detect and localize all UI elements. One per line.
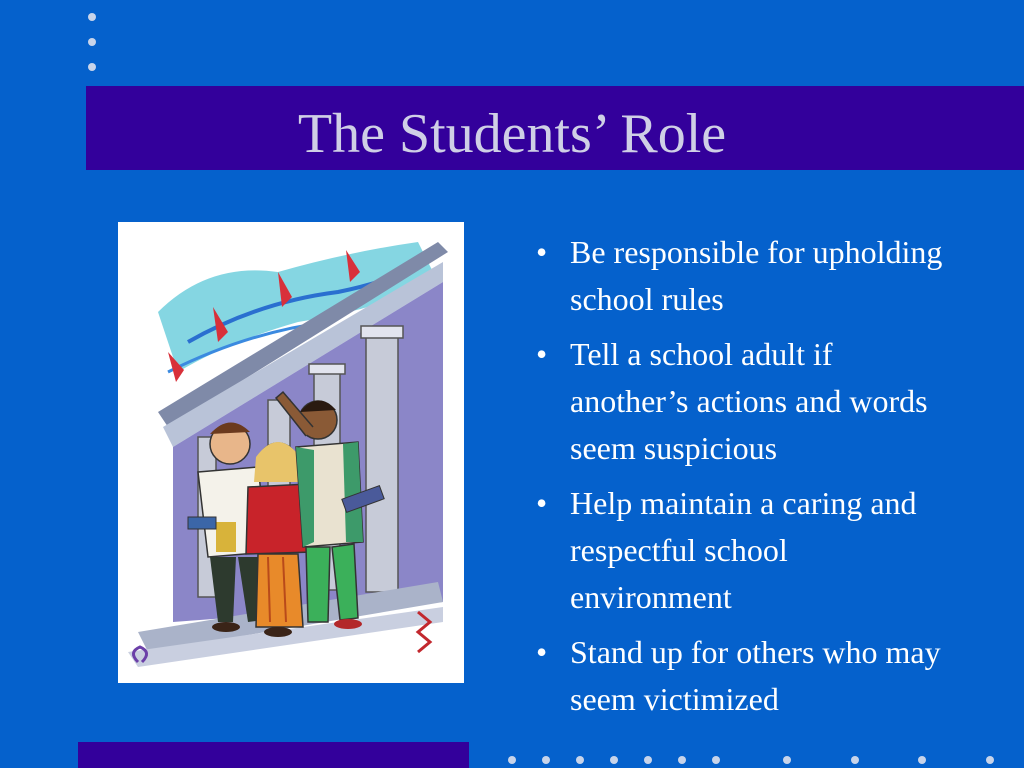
bullet-item <box>530 629 950 723</box>
decor-dot <box>88 13 96 21</box>
bullet-marker: • <box>536 234 548 270</box>
bullet-text: Be responsible for upholding school rules <box>570 234 943 317</box>
students-illustration <box>118 222 464 683</box>
decor-dot <box>918 756 926 764</box>
title-bar <box>86 86 1024 170</box>
bullet-marker: • <box>536 634 548 670</box>
decor-dot <box>851 756 859 764</box>
decor-dot <box>610 756 618 764</box>
decor-dot <box>986 756 994 764</box>
decor-dot <box>644 756 652 764</box>
bullet-text: Stand up for others who may seem victimized <box>570 634 941 717</box>
students-clipart-image <box>118 222 464 683</box>
bottom-accent-bar <box>78 742 469 768</box>
bullet-list <box>530 229 950 731</box>
decor-dot <box>712 756 720 764</box>
decor-dot <box>783 756 791 764</box>
bullet-item <box>530 331 950 472</box>
bullet-item <box>530 229 950 323</box>
decor-dot <box>88 63 96 71</box>
bullet-marker: • <box>536 336 548 372</box>
decor-dot <box>88 38 96 46</box>
slide-title: The Students’ Role <box>297 103 727 165</box>
bullet-marker: • <box>536 485 548 521</box>
decor-dot <box>542 756 550 764</box>
bullet-text: Help maintain a caring and respectful school environment <box>570 485 917 615</box>
decor-dot <box>508 756 516 764</box>
bullet-text: Tell a school adult if another’s actions and words seem suspicious <box>570 336 928 466</box>
decor-dot <box>576 756 584 764</box>
decor-dot <box>678 756 686 764</box>
bullet-item <box>530 480 950 621</box>
